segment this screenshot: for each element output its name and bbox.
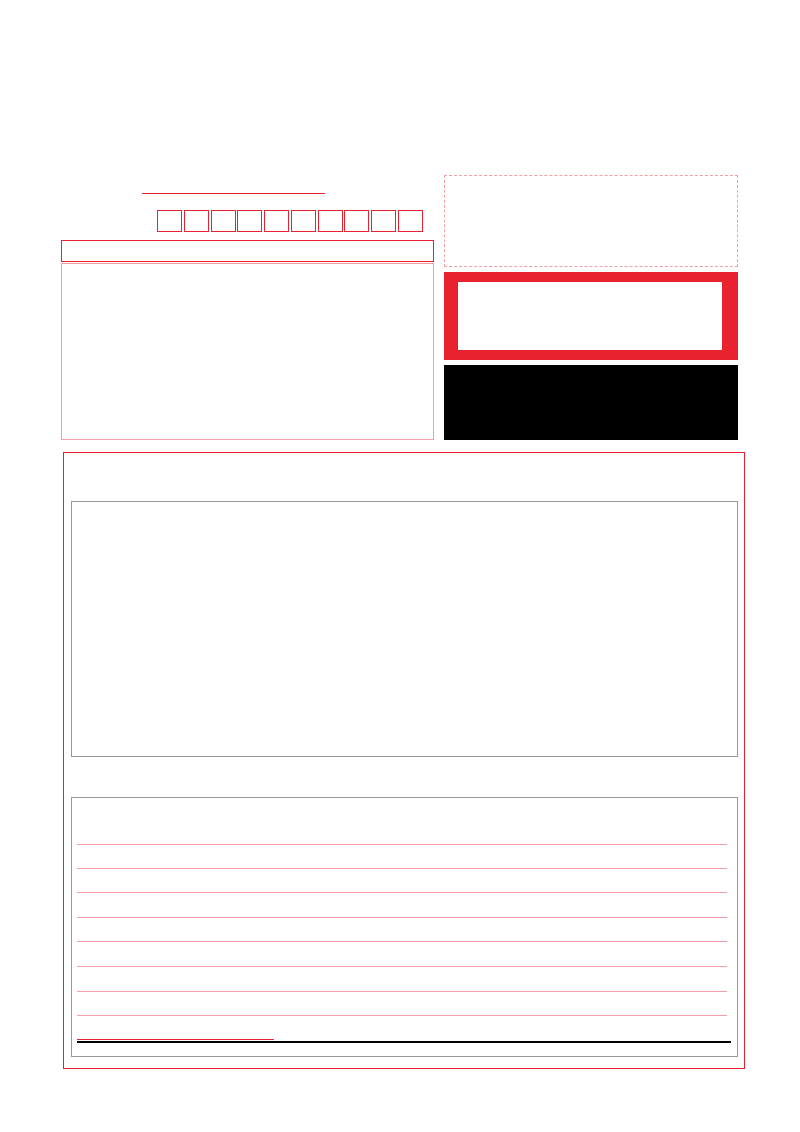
notice-box — [61, 263, 434, 440]
black-block — [444, 365, 738, 440]
answer-line[interactable] — [77, 868, 727, 869]
answer-line[interactable] — [77, 1015, 727, 1016]
answer-line[interactable] — [77, 892, 727, 893]
answer-line[interactable] — [77, 844, 727, 845]
answer-line[interactable] — [77, 966, 727, 967]
answer-line[interactable] — [77, 941, 727, 942]
q31-box — [71, 797, 738, 1057]
id-boxes[interactable] — [157, 210, 425, 232]
absent-mark-inner[interactable] — [458, 282, 722, 350]
choice-box — [71, 501, 738, 757]
answer-line[interactable] — [77, 1039, 274, 1040]
name-field[interactable] — [142, 193, 325, 194]
bottom-divider — [77, 1041, 731, 1043]
notice-title-box — [61, 240, 434, 262]
answer-line[interactable] — [77, 991, 727, 992]
answer-line[interactable] — [77, 917, 727, 918]
barcode-area — [444, 175, 738, 267]
